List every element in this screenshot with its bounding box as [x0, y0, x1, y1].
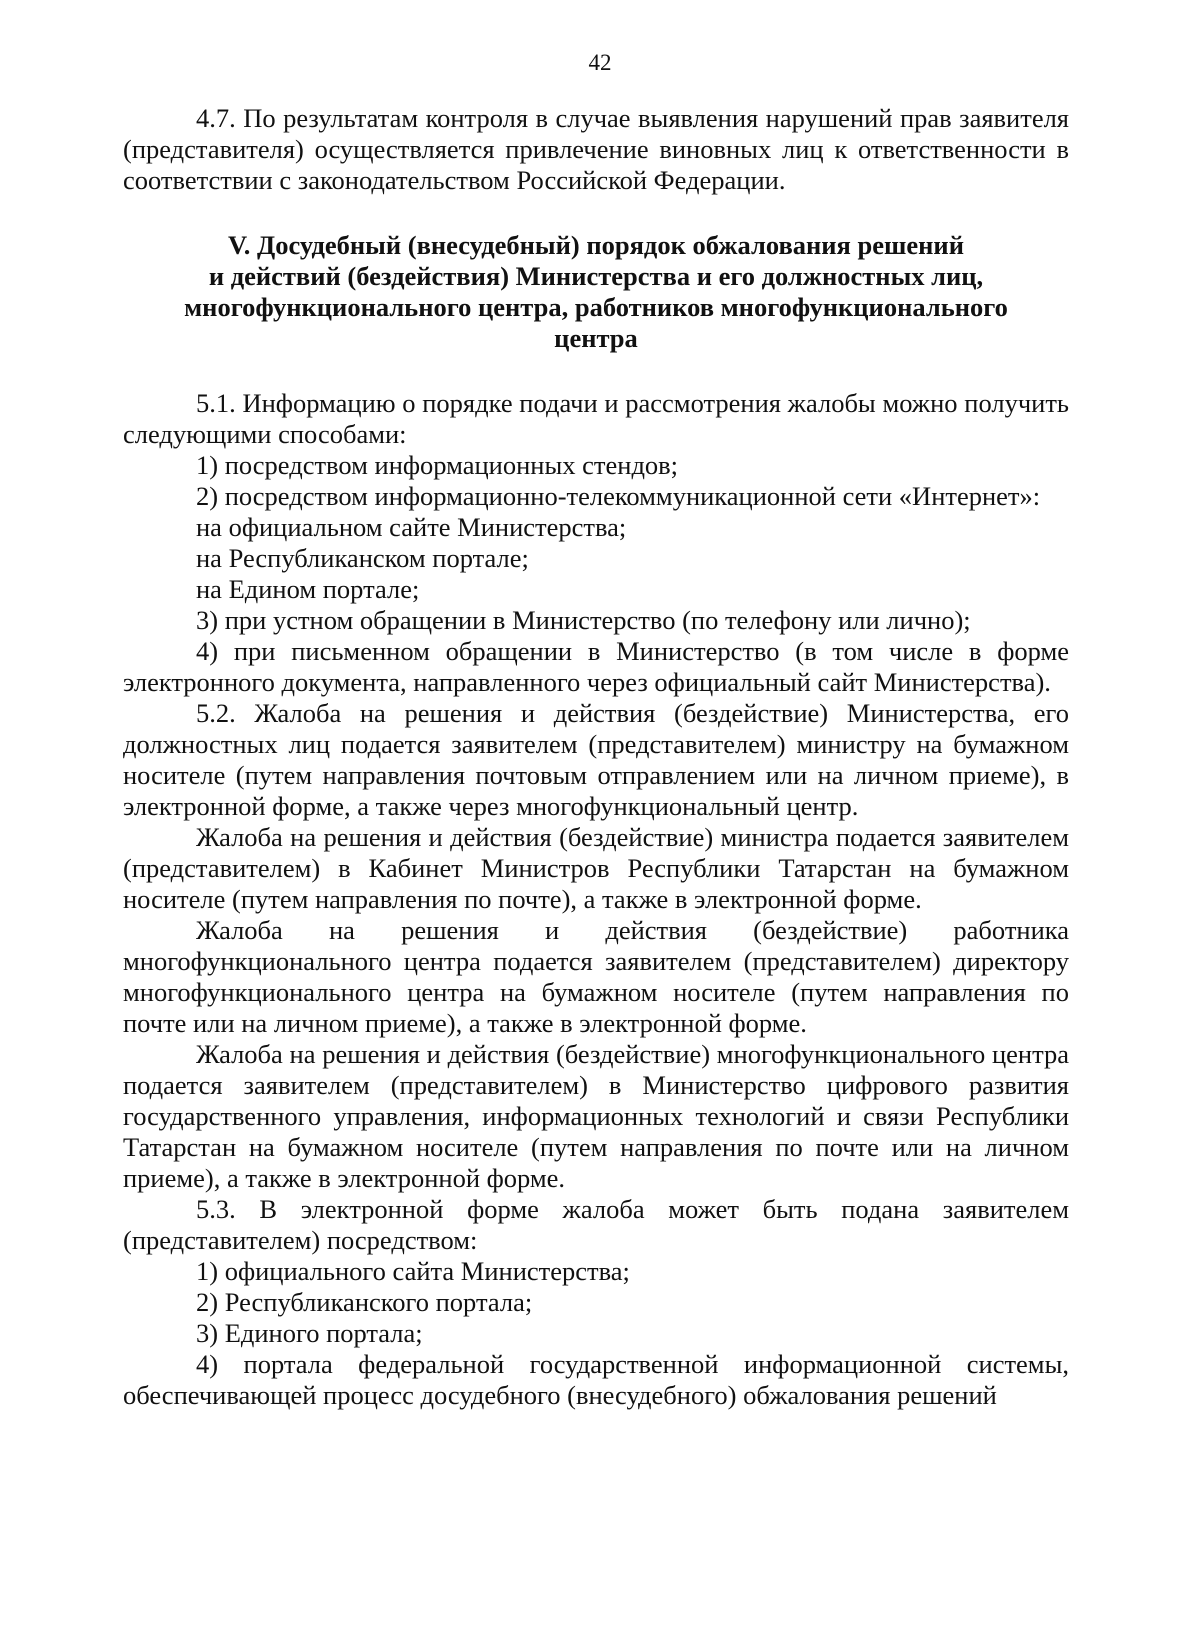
section-heading-line-2: и действий (бездействия) Министерства и его должностных лиц, — [208, 261, 984, 291]
list-item: 1) посредством информационных стендов; — [196, 450, 679, 480]
document-body — [123, 103, 1069, 1411]
list-item: 2) Республиканского портала; — [196, 1287, 533, 1317]
list-item: на официальном сайте Министерства; — [196, 512, 627, 542]
list-item: 3) Единого портала; — [196, 1318, 423, 1348]
paragraph-5-1: 5.1. Информацию о порядке подачи и рассмотрения жалобы можно получить следующими способами: — [123, 388, 1069, 449]
paragraph-5-2: 5.2. Жалоба на решения и действия (бездействие) Министерства, его должностных лиц подается заявителем (представителем) министру на бумажном носителе (путем направления почтовым отправлением или на личном приеме), в электронной форме, а также через многофункциональный центр. — [123, 698, 1069, 821]
paragraph-5-3: 5.3. В электронной форме жалоба может быть подана заявителем (представителем) посредством: — [123, 1194, 1069, 1255]
paragraph-5-2-mfc: Жалоба на решения и действия (бездействие) многофункционального центра подается заявителем (представителем) в Министерство цифрового развития государственного управления, информационных технологий и связи Республики Татарстан на бумажном носителе (путем направления по почте или на личном приеме), а также в электронной форме. — [123, 1039, 1069, 1193]
paragraph-5-3-item-4: 4) портала федеральной государственной информационной системы, обеспечивающей процесс досудебного (внесудебного) обжалования решений — [123, 1349, 1069, 1410]
section-heading-line-4: центра — [554, 323, 638, 353]
paragraph-5-1-item-4: 4) при письменном обращении в Министерство (в том числе в форме электронного документа, направленного через официальный сайт Министерства). — [123, 636, 1069, 697]
paragraph-5-2-minister: Жалоба на решения и действия (бездействие) министра подается заявителем (представителем) в Кабинет Министров Республики Татарстан на бумажном носителе (путем направления по почте), а также в электронной форме. — [123, 822, 1069, 914]
paragraph-5-2-mfc-worker: Жалоба на решения и действия (бездействие) работника многофункционального центра подается заявителем (представителем) директору многофункционального центра на бумажном носителе (путем направления по почте или на личном приеме), а также в электронной форме. — [123, 915, 1069, 1038]
section-heading-line-3: многофункционального центра, работников многофункционального — [184, 292, 1008, 322]
paragraph-4-7: 4.7. По результатам контроля в случае выявления нарушений прав заявителя (представителя) осуществляется привлечение виновных лиц к ответственности в соответствии с законодательством Российской Федерации. — [123, 103, 1069, 195]
list-item: на Едином портале; — [196, 574, 420, 604]
page-number: 42 — [588, 50, 612, 75]
section-heading — [123, 230, 1069, 354]
list-item: 1) официального сайта Министерства; — [196, 1256, 630, 1286]
list-item: 2) посредством информационно-телекоммуникационной сети «Интернет»: — [196, 481, 1041, 511]
list-item: 3) при устном обращении в Министерство (по телефону или лично); — [196, 605, 971, 635]
section-heading-line-1: V. Досудебный (внесудебный) порядок обжалования решений — [228, 230, 964, 260]
list-item: на Республиканском портале; — [196, 543, 529, 573]
